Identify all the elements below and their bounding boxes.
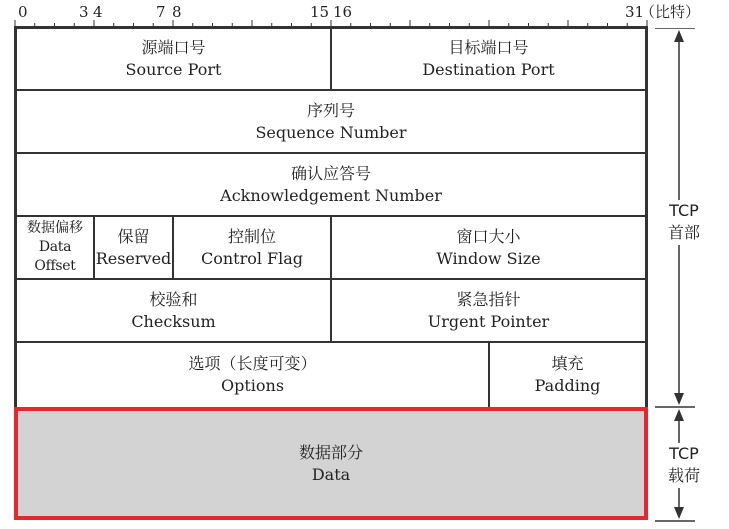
field-en-label: Destination Port: [422, 60, 555, 79]
field-cn-label: 填充: [551, 354, 584, 374]
tcp-header-label: [664, 200, 704, 245]
payload-data-block: [14, 407, 648, 520]
field-en-label: Checksum: [131, 311, 216, 331]
tcp-header-label-line1: TCP: [669, 201, 699, 220]
ruler-number-4: 4: [93, 3, 103, 21]
field-cn-label: 紧急指针: [456, 289, 521, 309]
ruler-number-8: 8: [172, 3, 182, 21]
field-cn-label: 保留: [117, 226, 150, 246]
field-en-label: Padding: [534, 376, 601, 395]
ruler-unit: （比特）: [640, 3, 701, 21]
field-cn-label: 选项（长度可变）: [188, 354, 317, 374]
field-window-size: [332, 217, 645, 278]
field-en-label: Sequence Number: [255, 122, 407, 142]
field-padding: [490, 343, 645, 407]
tcp-payload-label-line1: TCP: [669, 444, 699, 463]
payload-cn-label: 数据部分: [298, 442, 363, 462]
header-arrow-up-head: [674, 30, 684, 42]
tcp-payload-label-line2: 载荷: [667, 466, 700, 486]
field-cn-label: 数据偏移: [27, 220, 83, 237]
field-data-offset: [17, 217, 93, 278]
ruler-number-16: 16: [333, 3, 353, 21]
field-en-label: Data Offset: [34, 239, 76, 274]
field-cn-label: 目标端口号: [448, 38, 529, 58]
field-checksum: [17, 280, 330, 341]
ruler-number-7: 7: [156, 3, 166, 21]
field-sequence-number: [17, 91, 645, 152]
tcp-payload-label: [664, 443, 704, 488]
field-cn-label: 序列号: [306, 100, 355, 120]
field-en-label: Urgent Pointer: [427, 311, 550, 331]
payload-en-label: Data: [311, 464, 351, 484]
field-en-label: Source Port: [125, 60, 222, 79]
field-cn-label: 校验和: [149, 289, 198, 309]
field-source-port: [17, 29, 330, 89]
field-cn-label: 控制位: [227, 226, 276, 246]
payload-arrow-up-head: [674, 409, 684, 421]
tcp-header-label-line2: 首部: [667, 223, 700, 243]
ruler-number-31: 31: [625, 3, 645, 21]
payload-label: [18, 411, 644, 516]
field-options: [17, 343, 488, 407]
header-arrow-down-head: [674, 393, 684, 405]
field-en-label: Reserved: [95, 248, 172, 268]
field-destination-port: [332, 29, 645, 89]
field-en-label: Control Flag: [200, 248, 304, 268]
ruler-number-0: 0: [18, 3, 28, 21]
field-reserved: [95, 217, 172, 278]
field-en-label: Window Size: [436, 248, 541, 268]
field-cn-label: 窗口大小: [456, 226, 521, 246]
payload-arrow-down-head: [674, 507, 684, 519]
field-en-label: Acknowledgement Number: [220, 185, 442, 205]
field-control-flag: [174, 217, 330, 278]
ruler-number-15: 15: [310, 3, 330, 21]
field-acknowledgement-number: [17, 154, 645, 215]
field-en-label: Options: [220, 376, 285, 395]
field-urgent-pointer: [332, 280, 645, 341]
field-cn-label: 源端口号: [141, 38, 206, 58]
field-cn-label: 确认应答号: [290, 163, 371, 183]
ruler-number-3: 3: [79, 3, 89, 21]
